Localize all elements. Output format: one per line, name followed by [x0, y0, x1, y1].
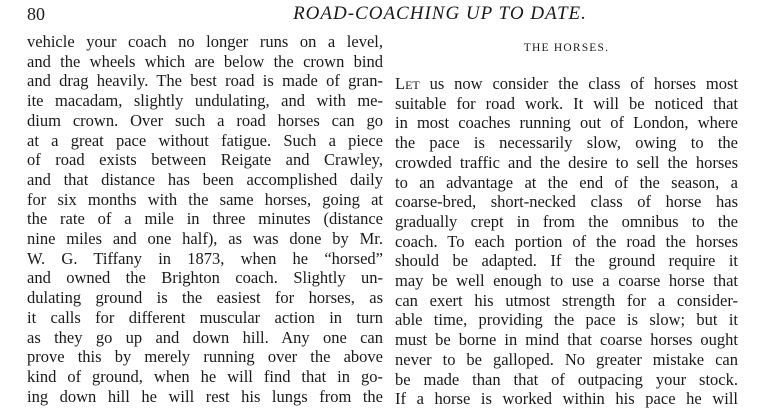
text-line: able time, providing the pace is slow; but it: [395, 310, 738, 330]
right-text-column: [395, 40, 738, 409]
text-line: the rate of a mile in three minutes (distance: [27, 209, 383, 229]
lead-word: Let: [395, 74, 420, 93]
text-line-first: [395, 74, 738, 94]
text-line: never to be galloped. No greater mistake can: [395, 349, 738, 369]
text-line: must be borne in mind that coarse horses ought: [395, 330, 738, 350]
first-line-rest: us now consider the class of horses most: [419, 74, 738, 93]
text-line: coach. To each portion of the road the horses: [395, 231, 738, 251]
text-line: dium crown. Over such a road horses can go: [27, 110, 383, 130]
text-line: and drag heavily. The best road is made of gran-: [27, 71, 383, 91]
text-line: and the wheels which are below the crown bind: [27, 51, 383, 71]
text-line: as they go up and down hill. Any one can: [27, 327, 383, 347]
text-line: dulating ground is the easiest for horses, as: [27, 288, 383, 308]
text-line: ing down hill he will rest his lungs from the: [27, 386, 383, 406]
text-line: can exert his utmost strength for a consider-: [395, 290, 738, 310]
text-line: in most coaches running out of London, where: [395, 113, 738, 133]
left-text-column: [27, 32, 383, 406]
text-line: it calls for different muscular action in turn: [27, 307, 383, 327]
text-line: and owned the Brighton coach. Slightly un-: [27, 268, 383, 288]
text-line: prove this by merely running over the above: [27, 347, 383, 367]
text-line: may be well enough to use a coarse horse that: [395, 271, 738, 291]
text-line: nine miles and one half), as was done by Mr.: [27, 229, 383, 249]
text-line: to an advantage at the end of the season, a: [395, 172, 738, 192]
text-line: the pace is necessarily slow, owing to the: [395, 133, 738, 153]
text-line: and that distance has been accomplished daily: [27, 169, 383, 189]
text-line: vehicle your coach no longer runs on a level,: [27, 32, 383, 51]
section-heading: THE HORSES.: [523, 42, 610, 54]
text-line: of road exists between Reigate and Crawley,: [27, 150, 383, 170]
text-line: coarse-bred, short-necked class of horse has: [395, 192, 738, 212]
text-line: at a great pace without fatigue. Such a piece: [27, 130, 383, 150]
running-head-title: ROAD-COACHING UP TO DATE.: [293, 3, 587, 24]
text-line: kind of ground, when he will find that in go-: [27, 366, 383, 386]
text-line: suitable for road work. It will be noticed that: [395, 93, 738, 113]
text-line: be made than that of outpacing your stock.: [395, 369, 738, 389]
text-line: gradually crept in from the omnibus to the: [395, 211, 738, 231]
text-line: ite macadam, slightly undulating, and with me-: [27, 91, 383, 111]
page-number: 80: [27, 4, 45, 24]
text-line: crowded traffic and the desire to sell the horses: [395, 152, 738, 172]
text-line: for six months with the same horses, going at: [27, 189, 383, 209]
text-line: If a horse is worked within his pace he will: [395, 389, 738, 409]
text-line: should be adapted. If the ground require it: [395, 251, 738, 271]
text-line: W. G. Tiffany in 1873, when he “horsed”: [27, 248, 383, 268]
